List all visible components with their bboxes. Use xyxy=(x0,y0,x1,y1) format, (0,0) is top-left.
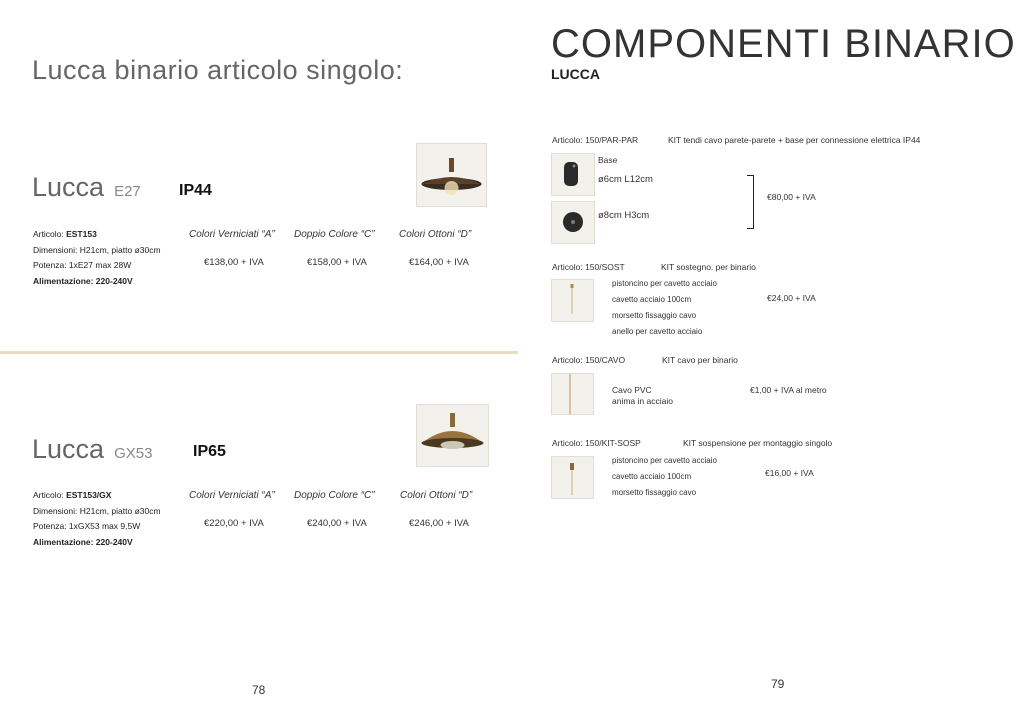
section-divider xyxy=(0,351,518,354)
product-1-image xyxy=(416,143,487,207)
product-2-potenza: Potenza: 1xGX53 max 9,5W xyxy=(33,521,141,531)
kit-3-articolo: Articolo: 150/CAVO xyxy=(552,355,626,365)
product-2-price-c: €240,00 + IVA xyxy=(307,518,367,529)
product-2-heading xyxy=(32,434,152,465)
right-page-number: 79 xyxy=(771,677,785,691)
product-2-articolo-label: Articolo: xyxy=(33,490,64,500)
round-base-icon xyxy=(552,202,594,243)
kit-1-price: €80,00 + IVA xyxy=(767,192,816,202)
kit-2-image xyxy=(551,279,594,322)
kit-1-image-1 xyxy=(551,153,595,196)
kit-2-description: KIT sostegno. per binario xyxy=(661,262,756,272)
product-1-specs xyxy=(33,227,161,289)
wall-base-cylinder-icon xyxy=(552,154,594,195)
product-1-ip-rating: IP44 xyxy=(179,182,212,199)
left-page-title: Lucca binario articolo singolo: xyxy=(32,55,404,85)
product-1-price-a: €138,00 + IVA xyxy=(204,257,264,268)
right-page-title: COMPONENTI BINARIO xyxy=(551,22,1016,66)
kit-1-articolo: Articolo: 150/PAR-PAR xyxy=(552,135,639,145)
kit-1-option-1: ø6cm L12cm xyxy=(598,174,653,185)
product-1-price-c: €158,00 + IVA xyxy=(307,257,367,268)
product-2-color-header-c: Doppio Colore “C” xyxy=(294,490,375,501)
product-1-socket: E27 xyxy=(114,183,141,200)
kit-2-item: anello per cavetto acciaio xyxy=(612,327,703,336)
pendant-lamp-icon xyxy=(417,144,486,206)
product-1-articolo-code: EST153 xyxy=(66,229,97,239)
product-2-articolo-code: EST153/GX xyxy=(66,490,112,500)
kit-2-price: €24,00 + IVA xyxy=(767,293,816,303)
product-1-color-header-c: Doppio Colore “C” xyxy=(294,229,375,240)
product-2-specs xyxy=(33,488,161,550)
product-2-color-header-a: Colori Verniciati “A” xyxy=(189,490,275,501)
product-2-ip-rating: IP65 xyxy=(193,443,226,460)
left-page-number: 78 xyxy=(252,683,266,697)
product-1-heading xyxy=(32,172,141,203)
product-1-dimensioni: Dimensioni: H21cm, piatto ø30cm xyxy=(33,244,161,255)
kit-3-item-2: anima in acciaio xyxy=(612,396,673,406)
product-1-price-d: €164,00 + IVA xyxy=(409,257,469,268)
product-1-articolo-label: Articolo: xyxy=(33,229,64,239)
kit-2-item: morsetto fissaggio cavo xyxy=(612,311,697,320)
product-2-image xyxy=(416,404,489,467)
kit-3-image xyxy=(551,373,594,415)
product-1-name: Lucca xyxy=(32,172,105,202)
kit-4-item: cavetto acciaio 100cm xyxy=(612,472,692,481)
suspension-kit-icon xyxy=(552,457,593,498)
right-page-subtitle: LUCCA xyxy=(551,66,600,82)
product-2-color-header-d: Colori Ottoni “D” xyxy=(400,490,473,501)
kit-1-description: KIT tendi cavo parete-parete + base per connessione elettrica IP44 xyxy=(668,135,921,145)
kit-4-item: morsetto fissaggio cavo xyxy=(612,488,697,497)
product-2-price-a: €220,00 + IVA xyxy=(204,518,264,529)
pendant-lamp-icon xyxy=(417,405,488,466)
kit-4-articolo: Articolo: 150/KIT-SOSP xyxy=(552,438,641,448)
kit-1-base-label: Base xyxy=(598,155,618,165)
kit-2-articolo: Articolo: 150/SOST xyxy=(552,262,625,272)
product-2-price-d: €246,00 + IVA xyxy=(409,518,469,529)
kit-4-items xyxy=(612,453,717,501)
kit-4-description: KIT sospensione per montaggio singolo xyxy=(683,438,833,448)
product-2-dimensioni: Dimensioni: H21cm, piatto ø30cm xyxy=(33,505,161,516)
kit-3-description: KIT cavo per binario xyxy=(662,355,738,365)
kit-3-price: €1,00 + IVA al metro xyxy=(750,385,827,395)
product-2-name: Lucca xyxy=(32,434,105,464)
kit-2-item: cavetto acciaio 100cm xyxy=(612,295,692,304)
kit-2-items xyxy=(612,276,717,340)
product-1-color-header-a: Colori Verniciati “A” xyxy=(189,229,275,240)
kit-4-price: €16,00 + IVA xyxy=(765,468,814,478)
kit-1-option-2: ø8cm H3cm xyxy=(598,210,650,221)
cable-icon xyxy=(552,374,593,414)
product-1-potenza: Potenza: 1xE27 max 28W xyxy=(33,260,132,270)
kit-1-image-2 xyxy=(551,201,595,244)
kit-4-image xyxy=(551,456,594,499)
kit-3-item-1: Cavo PVC xyxy=(612,385,652,395)
kit-4-item: pistoncino per cavetto acciaio xyxy=(612,456,717,465)
kit-2-item: pistoncino per cavetto acciaio xyxy=(612,279,717,288)
product-2-socket: GX53 xyxy=(114,445,153,462)
product-1-color-header-d: Colori Ottoni “D” xyxy=(399,229,472,240)
product-1-alimentazione: Alimentazione: 220-240V xyxy=(33,275,133,286)
support-kit-icon xyxy=(552,280,593,321)
kit-1-bracket xyxy=(747,175,754,229)
product-2-alimentazione: Alimentazione: 220-240V xyxy=(33,536,133,547)
